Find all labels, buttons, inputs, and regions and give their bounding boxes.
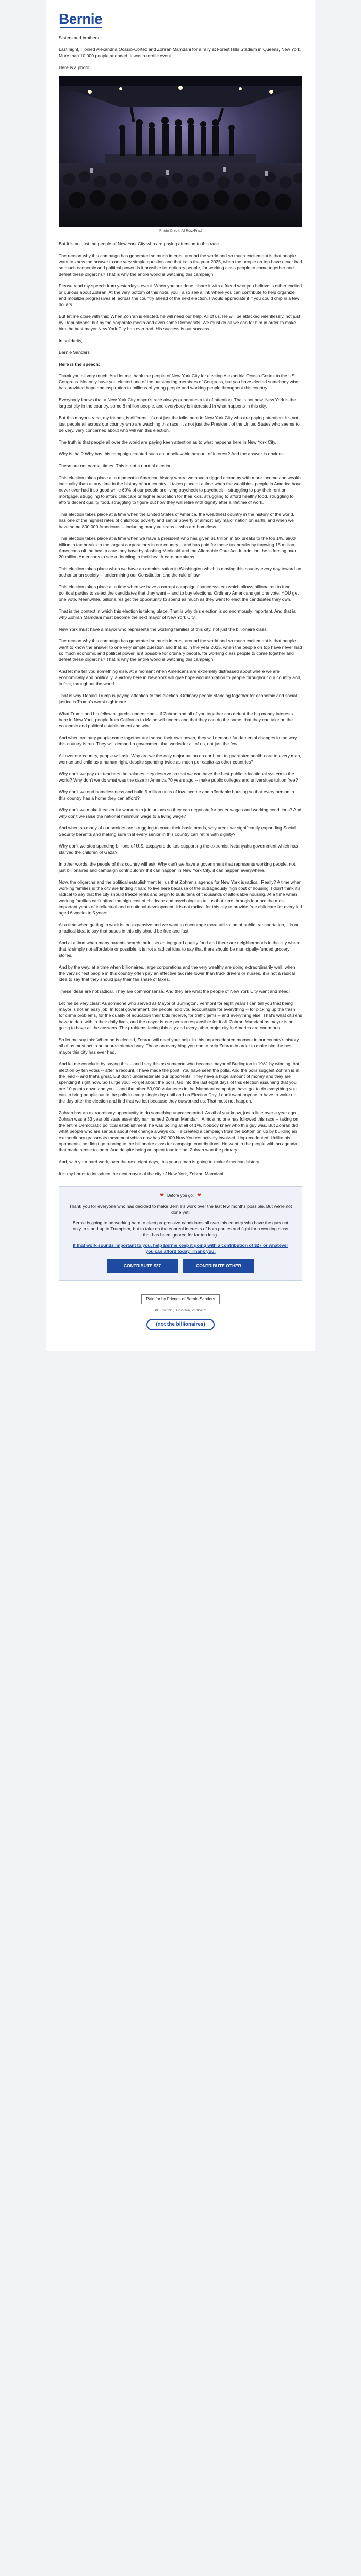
intro-body-paragraph: In solidarity, bbox=[59, 338, 83, 343]
speech-paragraph: This election takes place at a time when we have a corrupt campaign finance system which allows billionaires to fund political parties to select the candidates that they want -- and to buy elections. Ordinary Americans get one vote. YOU get one vote. Meanwhile, billionaires get the opportunity to spend as much as they want to elect the candidates they own. bbox=[59, 584, 299, 602]
speech-paragraph: Thank you all very much. And let me thank the people of New York City for electing Alexandria Ocasio-Cortez to the US Congress. Not only have you elected one of the outstanding members of Congress, but you have elected somebody who has provided hope and inspiration to millions of young people and working people throughout this country. bbox=[59, 373, 299, 391]
greeting: Sisters and brothers - bbox=[59, 35, 102, 40]
speech-title: Here is the speech: bbox=[59, 362, 100, 367]
heart-icon: ❤ bbox=[197, 1193, 202, 1198]
speech-paragraph: These are not normal times. This is not a normal election. bbox=[59, 463, 173, 468]
speech-paragraph: That is why Donald Trump is paying attention to this election. Ordinary people standing together for economic and social justice is Trump's worst nightmare. bbox=[59, 693, 297, 704]
speech-paragraph: Zohran has an extraordinary opportunity to do something unprecedented. As all of you know, just a little over a year ago Zohran was a 33 year old state assemblyman named Zohran Mamdani. Almost no one has followed this race -- taking on the entire Democratic political establishment, he was polling at all of 1%. Nobody knew who this guy was. But Zohran did what people who are serious about real change always do. He created a campaign from the bottom on up by building an extraordinary grassroots movement which now has 80,000 New Yorkers actively involved. Unprecedented! Unlike his opponents, he didn't go running to the billionaire class for campaign contributions. He went to the people with an agenda that made sense to them. And despite being outspent four to one, Zohran won the primary. bbox=[59, 1110, 299, 1153]
speech-paragraph: And let me conclude by saying this -- and I say this as someone who became mayor of Burlington in 1981 by winning that election by ten votes -- after a recount. I have made the point. You have seen the polls. And the polls suggest Zohran is in the lead -- and that's great. But don't underestimate our opponents. They have a huge amount of money and they are spending it right now. So I urge you: Forget about the polls. Go into the last eight days of this election assuming that you are 10 points down and you -- and the other 80,000 volunteers in the Mamdani campaign, have got to do everything you can to bring people out to the polls in every single day until and on Election Day. I don't want anyone to have to wake up the day after the election and find that we lost because they outworked us. That must not happen. bbox=[59, 1061, 300, 1104]
rally-photo bbox=[59, 76, 302, 227]
speech-paragraph: This election takes place at a moment in American history where we have a rigged economy with more income and wealth inequality than at any time in the history of our country. It takes place at a time when the wealthiest people in America have never ever had it so good while 60% of our people are living paycheck to paycheck -- struggling to pay their rent or mortgage, struggling to afford childcare or higher education for their kids, struggling to afford healthy food, struggling to afford decent quality food, struggling to figure out how they will retire with dignity after a lifetime of work. bbox=[59, 475, 302, 505]
speech-paragraph: Let me be very clear: As someone who served as Mayor of Burlington, Vermont for eight years I can tell you that being mayor is not an easy job. In local government, the people hold you accountable for everything -- for picking up the trash, for crime problems, for the quality of education their kids receive, for traffic jams -- and everything else. That's what citizens have to deal with in their daily lives, and the mayor is one person responsible for it all. Zohran Mamdani as mayor is not going to have all the answers. The problems facing this city and every other major city in America are enormous. bbox=[59, 1001, 302, 1030]
photo-intro: Here is a photo: bbox=[59, 65, 91, 70]
speech-paragraph: Why don't we stop spending billions of U.S. taxpayers dollars supporting the extremist Netanyahu government which has starved the children of Gaza? bbox=[59, 843, 298, 855]
intro-body-paragraph: Bernie Sanders bbox=[59, 350, 90, 355]
photo-caption: Photo Credit: AI Ruiz-Frad bbox=[159, 229, 202, 233]
heart-icon: ❤ bbox=[159, 1193, 164, 1198]
email-page bbox=[46, 0, 315, 1351]
speech-paragraph: That is the context in which this election is taking place. That is why this election is so enormously important. And that is why Zohran Mamdani must become the next mayor of New York City. bbox=[59, 608, 296, 620]
speech-paragraph: But this mayor's race, my friends, is different. It's not just the folks here in New York City who are paying attention. It's not just people all across our country who are watching this race. It's not just the President of the United States who seems to be very, very concerned about who will win this election. bbox=[59, 415, 300, 433]
speech-paragraph: And, with your hard work, over the next eight days, this young man is going to make American history. bbox=[59, 1159, 260, 1164]
donation-buttons bbox=[69, 1259, 292, 1273]
email-body bbox=[46, 31, 315, 1281]
speech-paragraph: And when ordinary people come together and sense their own power, they will demand fundamental changes in the way this country is run. They will demand a government that works for all of us, not just the few. bbox=[59, 735, 297, 747]
speech-paragraph: It is my honor to introduce the next mayor of the city of New York, Zohran Mamdani. bbox=[59, 1171, 225, 1176]
intro-body-paragraph: But it is not just the people of New York City who are paying attention to this race. bbox=[59, 241, 220, 246]
intro-body bbox=[59, 241, 302, 355]
speech-paragraph: The truth is that people all over the world are paying keen attention as to what happens here in New York City. bbox=[59, 439, 276, 445]
email-header bbox=[46, 7, 315, 31]
intro-body-paragraph: The reason why this campaign has generated so much interest around the world and so much excitement is that people want to know the answer to one very simple question and that is: In the year 2025, when the people on top have never had so much economic and political power, is it possible for ordinary people, for working class people to come together and defeat these oligarchs? That is why the entire world is watching this campaign. bbox=[59, 253, 302, 277]
paid-for-disclaimer: Paid for by Friends of Bernie Sanders bbox=[141, 1294, 219, 1304]
speech-paragraph: Why don't we make it easier for workers to join unions so they can negotiate for better wages and working conditions? And why don't we raise the national minimum wage to a living wage? bbox=[59, 807, 302, 819]
speech-paragraph: And let me tell you something else. At a moment when Americans are extremely distressed about where we are economically and politically, a victory here in New York will give hope and inspiration to people throughout our country and, in fact, throughout the world. bbox=[59, 669, 302, 686]
speech-paragraph: And when so many of our seniors are struggling to cover their basic needs, why aren't we significantly expanding Social Security benefits and making sure that every senior in this country can retire with dignity? bbox=[59, 825, 296, 837]
speech-paragraph: New York must have a mayor who represents the working families of this city, not just the billionaire class. bbox=[59, 626, 268, 632]
speech-paragraph: Why is that? Why has this campaign created such an unbelievable amount of interest? And the answer is obvious. bbox=[59, 451, 285, 456]
speech-paragraph: And at a time when many parents search their lists eating good quality food and there are neighborhoods in the city where that is simply not affordable or possible, it is not a radical idea to say that there should be municipally-funded grocery stores. bbox=[59, 940, 301, 958]
intro-paragraph: Last night, I joined Alexandria Ocasio-Cortez and Zohran Mamdani for a rally at Forest Hills Stadium in Queens, New York. More than 10,000 people attended. It was a terrific event. bbox=[59, 47, 302, 58]
speech-paragraph: Why don't we end homelessness and build 5 million units of low-income and affordable housing so that every person in this country has a home they can afford? bbox=[59, 789, 294, 801]
rally-photo-image bbox=[59, 76, 302, 227]
speech-paragraph: And by the way, at a time when billionaires, large corporations and the very wealthy are doing extraordinarily well, when the very richest people in this country often pay an effective tax rate lower than truck drivers or nurses, it is not a radical idea to say that they should pay their fair share of taxes. bbox=[59, 964, 296, 982]
footer-address: PO Box 391, Burlington, VT 05402 bbox=[155, 1309, 206, 1312]
speech-paragraph: This election takes place when we have an administration in Washington which is moving this country every day toward an authoritarian society -- undermining our Constitution and the rule of law. bbox=[59, 566, 302, 578]
donation-paragraph-1: Thank you for everyone who has decided to make Bernie's work over the last few months possible. But we're not done yet! bbox=[69, 1204, 292, 1215]
before-you-go-row bbox=[69, 1193, 292, 1199]
intro-body-paragraph: But let me close with this: When Zohran is elected, he will need our help. All of us. He will be attacked relentlessly, not just by Republicans, but by the corporate media and even some Democrats. We must do all we can for him in order to make him the best mayor New York City has ever had. His success is our success. bbox=[59, 314, 300, 331]
intro-body-paragraph: Please read my speech from yesterday's event. When you are done, share it with a friend who you believe is either excited or curious about Zohran. At the very bottom of this note, you'll also see a link where you can contribute to help organize and mobilize progressives all across the country ahead of the next election. I would appreciate it if you could chip in a few dollars. bbox=[59, 283, 302, 307]
speech-paragraph: What Trump and his fellow oligarchs understand -- if Zohran and all of you together can defeat the big money interests here in New York, people from California to Maine will understand that they can do the same, that they can take on the economic and political establishment and win. bbox=[59, 711, 293, 728]
speech-paragraph: Everybody knows that a New York City mayor's race always generates a lot of attention. That's not new. New York is the largest city in the country, some 8 million people, and everybody is interested in what happens in this city. bbox=[59, 397, 296, 409]
logo-text: Bernie bbox=[59, 11, 103, 27]
speech-body bbox=[59, 372, 302, 1177]
before-you-go-label: Before you go: bbox=[167, 1193, 194, 1198]
speech-paragraph: In other words, the people of this country will ask: Why can't we have a government that represents working people, not just billionaires and campaign contributors? If it can happen in New York City, it can happen everywhere. bbox=[59, 861, 296, 873]
logo-underline bbox=[60, 27, 102, 28]
speech-paragraph: Now, the oligarchs and the political establishment tell us that Zohran's agenda for New York is radical. Really? A time when working families in the city are finding it hard to live here because of the outrageously high cost of housing, I don't think it's radical to say that the city should freeze rents and begin to build tens of thousands of affordable housing. At a time when working families can't afford the high cost of childcare and psychologists tell us that zero through four are the most important years of intellectual and emotional development, it is not radical for this city to provide free childcare for every kid aged 6 weeks to 5 years. bbox=[59, 879, 302, 916]
speech-paragraph: Why don't we pay our teachers the salaries they deserve so that we can have the best public educational system in the world? Why don't we do what was the case in America 70 years ago -- make public colleges and universities tuition free? bbox=[59, 771, 298, 783]
bernie-logo[interactable] bbox=[59, 11, 102, 28]
contribute-other-button[interactable]: CONTRIBUTE OTHER bbox=[183, 1259, 254, 1273]
speech-paragraph: All over our country, people will ask: Why are we the only major nation on earth not to guarantee health care to every man, woman and child as a human right, despite spending twice as much per capita as other countries? bbox=[59, 753, 301, 765]
contribute-27-button[interactable]: CONTRIBUTE $27 bbox=[107, 1259, 178, 1273]
email-footer bbox=[46, 1289, 315, 1351]
speech-paragraph: This election takes place at a time when the United States of America, the wealthiest country in the history of the world, has one of the highest rates of childhood poverty and senior poverty of almost any major nation on earth, and when we have some 800,000 Americans -- including many veterans -- who are homeless. bbox=[59, 512, 294, 529]
donation-link[interactable]: If that work sounds important to you, help Bernie keep it going with a contribution of $27 or whatever you can afford today. Thank you. bbox=[73, 1243, 288, 1254]
speech-paragraph: The reason why this campaign has generated so much interest around the world and so much excitement is that people want to know the answer to one very simple question and that is: In the year 2025, when the people on top have never had so much economic and political power, is it possible for ordinary people, for working class people to come together and defeat these oligarchs? That is why the entire world is watching this campaign. bbox=[59, 638, 302, 662]
donation-paragraph-2: Bernie is going to be working hard to elect progressive candidates all over this country who have the guts not only to stand up to Trumpism, but to take on the ennreal interests of both parties and fight for a working class that has been ignored for far too long. bbox=[72, 1220, 289, 1238]
speech-paragraph: So let me say this: When he is elected, Zohran will need your help. In this unprecedented moment in our country's history, all of us must act in an unprecedented way. Those on everything you can to help Zohran in order to make him the best mayor this city has ever had. bbox=[59, 1037, 300, 1055]
speech-paragraph: At a time when getting to work is too expensive and we want to encourage more utilization of public transportation, it is not a radical idea to say that buses in this city should be free and fast. bbox=[59, 922, 301, 934]
speech-paragraph: These ideas are not radical. They are commonsense. And they are what the people of New York City want and need! bbox=[59, 989, 290, 994]
donation-box bbox=[59, 1186, 302, 1281]
slogan-badge: (not the billionaires) bbox=[146, 1319, 215, 1330]
speech-paragraph: This election takes place at a time when we have a president who has given $1 trillion in tax breaks to the top 1%, $900 billion in tax breaks to the largest corporations in our country -- and has paid for these tax breaks by throwing 15 million Americans off the health care they have by slashing Medicaid and the Affordable Care Act. In addition, he is forcing over 20 million Americans to see a doubling in their health care premiums. bbox=[59, 536, 297, 560]
rally-photo-container bbox=[59, 76, 302, 234]
